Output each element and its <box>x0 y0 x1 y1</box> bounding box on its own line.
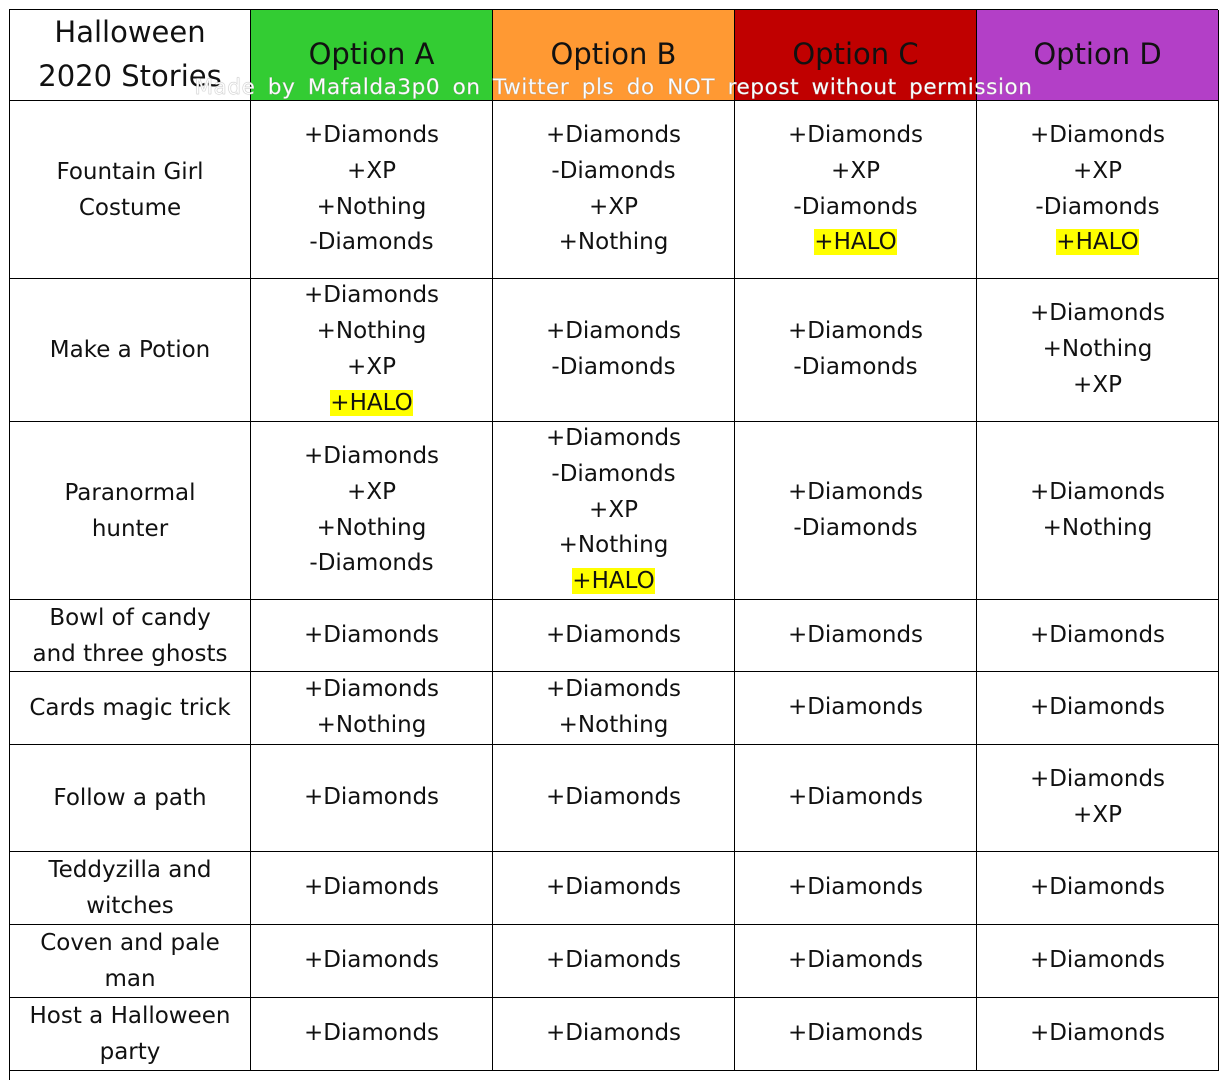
reward-entry <box>1030 762 1165 798</box>
option-d-outcomes <box>977 998 1219 1071</box>
story-name-line: and three ghosts <box>32 640 228 667</box>
option-d-header <box>977 10 1219 101</box>
reward-entry <box>546 118 681 154</box>
reward-text: +Diamonds <box>545 425 682 452</box>
reward-entry <box>589 493 638 529</box>
option-a-outcomes <box>251 422 493 600</box>
option-b-outcomes <box>493 925 735 998</box>
reward-entry <box>788 690 923 726</box>
story-name-line: Paranormal <box>64 479 196 506</box>
option-a-outcomes <box>251 745 493 852</box>
reward-entry <box>1073 368 1122 404</box>
option-d-outcomes <box>977 852 1219 925</box>
option-d-outcomes <box>977 745 1219 852</box>
reward-text: +XP <box>1073 157 1122 184</box>
watermark-text: Made by Mafalda3p0 on Twitter pls do NOT repost without permission <box>194 74 1033 100</box>
option-d-label: Option D <box>1033 37 1162 71</box>
option-a-header <box>251 10 493 101</box>
reward-text: +Diamonds <box>303 874 440 901</box>
option-c-header <box>735 10 977 101</box>
story-name-cell <box>10 998 251 1071</box>
reward-text: +Diamonds <box>1029 874 1166 901</box>
choices-table <box>9 9 1218 1071</box>
option-b-outcomes <box>493 998 735 1071</box>
option-c-outcomes <box>735 852 977 925</box>
story-name-line: Host a Halloween <box>29 1003 231 1029</box>
reward-text: +Diamonds <box>787 621 924 648</box>
reward-text: +Nothing <box>558 229 669 256</box>
option-d-outcomes <box>977 925 1219 998</box>
option-c-outcomes <box>735 600 977 672</box>
reward-text: +XP <box>589 193 638 220</box>
option-c-outcomes <box>735 279 977 422</box>
reward-text: +Diamonds <box>1029 766 1166 793</box>
reward-entry <box>546 943 681 979</box>
reward-entry <box>551 154 675 190</box>
option-a-outcomes <box>251 925 493 998</box>
story-name-line: Coven and pale <box>40 930 220 956</box>
story-name-cell <box>10 745 251 852</box>
option-b-outcomes <box>493 852 735 925</box>
story-name-cell <box>10 422 251 600</box>
reward-entry <box>1073 798 1122 834</box>
reward-entry <box>788 118 923 154</box>
option-a-outcomes <box>251 101 493 279</box>
option-c-label: Option C <box>792 37 919 71</box>
option-a-label: Option A <box>308 37 435 71</box>
reward-text: +Diamonds <box>787 121 924 148</box>
option-b-outcomes <box>493 672 735 745</box>
option-a-outcomes <box>251 279 493 422</box>
reward-text: +Nothing <box>316 318 427 345</box>
option-d-outcomes <box>977 422 1219 600</box>
halo-reward <box>330 386 412 422</box>
reward-text: +Nothing <box>316 712 427 738</box>
reward-entry <box>1030 118 1165 154</box>
story-name-cell <box>10 925 251 998</box>
reward-text: +Diamonds <box>1029 478 1166 505</box>
sheet-edge-mark <box>9 1070 10 1080</box>
reward-text: +Diamonds <box>545 784 682 811</box>
reward-text: +Diamonds <box>787 784 924 811</box>
reward-text: +Diamonds <box>787 478 924 505</box>
reward-text: +Nothing <box>1042 336 1153 363</box>
story-name-cell <box>10 101 251 279</box>
story-name-cell <box>10 672 251 745</box>
table-title-cell <box>10 10 251 101</box>
story-name-line: Costume <box>78 194 182 221</box>
reward-text: -Diamonds <box>551 354 676 380</box>
option-a-outcomes <box>251 672 493 745</box>
reward-entry <box>1073 154 1122 190</box>
reward-text: +Nothing <box>1042 514 1153 541</box>
reward-entry <box>317 314 427 350</box>
option-b-outcomes <box>493 745 735 852</box>
reward-entry <box>559 225 669 261</box>
reward-entry <box>546 870 681 906</box>
reward-entry <box>788 475 923 511</box>
story-name-line: man <box>104 966 156 992</box>
reward-entry <box>1043 511 1153 547</box>
reward-text: +Diamonds <box>545 874 682 901</box>
reward-text: +XP <box>589 496 638 523</box>
reward-text: -Diamonds <box>309 229 434 256</box>
reward-entry <box>1043 332 1153 368</box>
option-d-outcomes <box>977 672 1219 745</box>
story-name-line: Teddyzilla and <box>48 857 212 883</box>
reward-entry <box>831 154 880 190</box>
option-c-outcomes <box>735 925 977 998</box>
table-title-line: Halloween <box>54 15 206 49</box>
reward-entry <box>309 225 433 261</box>
reward-entry <box>793 350 917 386</box>
reward-entry <box>546 422 681 457</box>
reward-entry <box>304 118 439 154</box>
reward-entry <box>1035 190 1159 226</box>
reward-text: +Diamonds <box>787 947 924 974</box>
option-b-outcomes <box>493 422 735 600</box>
reward-text: +Diamonds <box>545 1020 682 1047</box>
reward-entry <box>788 780 923 816</box>
reward-entry <box>793 190 917 226</box>
reward-text: -Diamonds <box>551 460 676 487</box>
reward-text: +Diamonds <box>1029 947 1166 974</box>
reward-entry <box>546 672 681 708</box>
reward-text: +Nothing <box>316 514 427 541</box>
option-b-outcomes <box>493 101 735 279</box>
reward-text: +Diamonds <box>787 318 924 345</box>
option-d-outcomes <box>977 600 1219 672</box>
reward-entry <box>347 154 396 190</box>
halo-reward <box>572 564 654 600</box>
option-a-outcomes <box>251 998 493 1071</box>
reward-text: -Diamonds <box>551 157 676 184</box>
reward-text: +Diamonds <box>303 1020 440 1047</box>
reward-text: +Diamonds <box>1029 121 1166 148</box>
option-c-outcomes <box>735 672 977 745</box>
reward-entry <box>1030 870 1165 906</box>
reward-text: +Diamonds <box>303 947 440 974</box>
reward-entry <box>1030 618 1165 654</box>
reward-entry <box>347 475 396 511</box>
reward-entry <box>546 780 681 816</box>
reward-entry <box>788 314 923 350</box>
reward-text: +Nothing <box>558 712 669 738</box>
reward-text: +Diamonds <box>545 947 682 974</box>
option-b-outcomes <box>493 279 735 422</box>
story-name-line: Make a Potion <box>49 337 211 363</box>
reward-text: +Diamonds <box>787 874 924 901</box>
option-c-outcomes <box>735 745 977 852</box>
reward-text: +Diamonds <box>1029 621 1166 648</box>
reward-text: +Diamonds <box>303 676 440 703</box>
reward-text: +Diamonds <box>545 318 682 345</box>
reward-text: +Nothing <box>558 532 669 559</box>
reward-text: +HALO <box>814 229 897 256</box>
halo-reward <box>1056 225 1138 261</box>
reward-text: +Diamonds <box>787 694 924 721</box>
reward-entry <box>589 190 638 226</box>
reward-text: +Diamonds <box>303 121 440 148</box>
reward-entry <box>788 870 923 906</box>
option-b-outcomes <box>493 600 735 672</box>
reward-text: +Diamonds <box>1029 300 1166 327</box>
reward-entry <box>551 350 675 386</box>
reward-entry <box>317 708 427 744</box>
reward-text: +Diamonds <box>545 121 682 148</box>
reward-text: -Diamonds <box>793 354 918 380</box>
reward-entry <box>304 279 439 314</box>
reward-entry <box>788 618 923 654</box>
reward-entry <box>304 870 439 906</box>
reward-text: -Diamonds <box>793 514 918 541</box>
option-a-outcomes <box>251 852 493 925</box>
reward-entry <box>546 314 681 350</box>
reward-entry <box>1030 690 1165 726</box>
option-a-outcomes <box>251 600 493 672</box>
reward-text: +Diamonds <box>545 676 682 703</box>
reward-text: +Diamonds <box>1029 1020 1166 1047</box>
option-c-outcomes <box>735 998 977 1071</box>
reward-text: +Diamonds <box>787 1020 924 1047</box>
reward-entry <box>793 511 917 547</box>
reward-entry <box>347 350 396 386</box>
reward-text: +Nothing <box>316 193 427 220</box>
reward-entry <box>304 780 439 816</box>
story-name-line: Cards magic trick <box>29 695 231 721</box>
reward-entry <box>1030 1016 1165 1052</box>
reward-text: +XP <box>1073 802 1122 828</box>
reward-entry <box>1030 943 1165 979</box>
reward-text: +Diamonds <box>303 621 440 648</box>
option-c-outcomes <box>735 101 977 279</box>
reward-entry <box>1030 475 1165 511</box>
story-name-line: witches <box>86 893 174 919</box>
option-b-header <box>493 10 735 101</box>
option-b-label: Option B <box>550 37 677 71</box>
story-name-line: Fountain Girl <box>56 158 204 185</box>
story-name-cell <box>10 852 251 925</box>
table-title-line: 2020 Stories <box>38 59 222 93</box>
reward-entry <box>304 618 439 654</box>
reward-text: -Diamonds <box>1035 193 1160 220</box>
reward-text: -Diamonds <box>793 193 918 220</box>
reward-entry <box>1030 296 1165 332</box>
reward-entry <box>546 1016 681 1052</box>
story-name-cell <box>10 600 251 672</box>
reward-text: -Diamonds <box>309 550 434 577</box>
reward-entry <box>317 190 427 226</box>
reward-entry <box>317 511 427 547</box>
reward-text: +Diamonds <box>545 621 682 648</box>
reward-text: +XP <box>831 157 880 184</box>
reward-text: +XP <box>347 478 396 505</box>
reward-text: +Diamonds <box>1029 694 1166 721</box>
reward-entry <box>551 457 675 493</box>
reward-text: +Diamonds <box>303 282 440 309</box>
story-name-line: hunter <box>91 515 169 542</box>
reward-entry <box>304 943 439 979</box>
story-name-line: Bowl of candy <box>49 604 211 631</box>
reward-entry <box>788 1016 923 1052</box>
reward-entry <box>304 439 439 475</box>
reward-entry <box>788 943 923 979</box>
reward-text: +XP <box>347 157 396 184</box>
halo-reward <box>814 225 896 261</box>
reward-text: +Diamonds <box>303 442 440 469</box>
reward-entry <box>304 672 439 708</box>
reward-entry <box>559 708 669 744</box>
reward-text: +XP <box>1073 371 1122 398</box>
reward-text: +Diamonds <box>303 784 440 811</box>
story-name-cell <box>10 279 251 422</box>
reward-entry <box>559 528 669 564</box>
reward-entry <box>304 1016 439 1052</box>
reward-entry <box>309 546 433 582</box>
story-name-line: Follow a path <box>53 785 207 811</box>
reward-text: +HALO <box>1056 229 1139 256</box>
reward-text: +XP <box>347 354 396 380</box>
reward-text: +HALO <box>572 568 655 595</box>
reward-text: +HALO <box>330 389 413 416</box>
reward-entry <box>546 618 681 654</box>
option-d-outcomes <box>977 101 1219 279</box>
option-d-outcomes <box>977 279 1219 422</box>
option-c-outcomes <box>735 422 977 600</box>
story-name-line: party <box>99 1039 161 1065</box>
